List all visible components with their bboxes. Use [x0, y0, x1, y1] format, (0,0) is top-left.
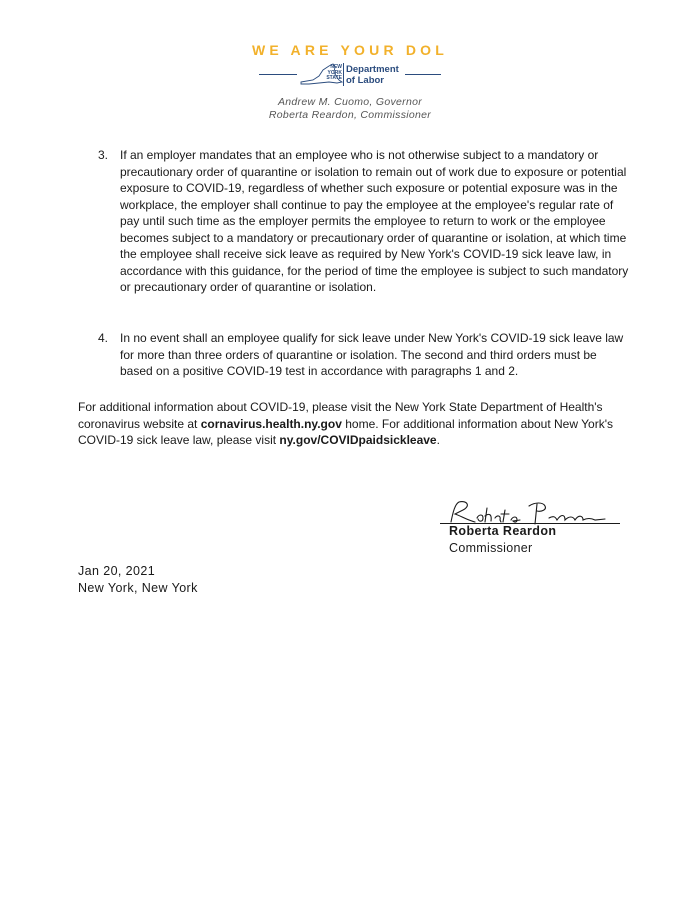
list-item	[98, 330, 628, 380]
commissioner-line: Roberta Reardon, Commissioner	[268, 109, 432, 121]
state-wordmark	[318, 65, 342, 82]
logo-rule-right	[405, 74, 441, 75]
department-line-2: of Labor	[346, 75, 384, 86]
logo-rule-left	[259, 74, 297, 75]
list-item-number: 3.	[98, 148, 109, 162]
state-word-york: YORK	[327, 69, 342, 76]
info-text-1: For additional information about COVID-19, please visit the New York State Department of Health's coronavirus website at	[78, 400, 603, 431]
officials-block	[0, 96, 700, 122]
list-item	[98, 147, 628, 317]
letter-date: Jan 20, 2021	[78, 564, 156, 578]
department-name	[346, 64, 399, 86]
health-website-link[interactable]: cornavirus.health.ny.gov	[200, 416, 342, 431]
additional-info-paragraph	[78, 399, 623, 449]
info-text-3: .	[436, 433, 440, 447]
signatory-name: Roberta Reardon	[449, 524, 557, 538]
list-item-text: If an employer mandates that an employee who is not otherwise subject to a mandatory or precautionary order of quarantine or isolation to remain out of work due to exposure or potential exposure to COVID-19, regardless of whether such exposure or potential exposure was in the workplace, the employer shall continue to pay the employee at the employee's regular rate of pay until such time as the employer permits the employee to return to work or the employee becomes subject to a mandatory or precautionary order of quarantine or isolation, at which time the employee shall receive sick leave as required by New York's COVID-19 sick leave law, in accordance with this guidance, for the period of time the employee is subject to such mandatory or precautionary order of quarantine or isolation.	[120, 148, 629, 294]
governor-line: Andrew M. Cuomo, Governor	[277, 96, 423, 108]
list-item-number: 4.	[98, 331, 109, 345]
tagline: WE ARE YOUR DOL	[251, 42, 448, 58]
letter-place: New York, New York	[78, 581, 198, 595]
department-line-1: Department	[346, 64, 399, 75]
logo-divider	[343, 63, 344, 86]
state-word-new: NEW	[330, 64, 342, 70]
state-word-state: STATE	[326, 75, 342, 81]
info-text-2: home. For additional information about New York's COVID-19 sick leave law, please visit	[78, 416, 613, 447]
signatory-title: Commissioner	[449, 541, 533, 555]
dol-logo	[255, 62, 445, 88]
sick-leave-website-link[interactable]: ny.gov/COVIDpaidsickleave	[279, 433, 437, 447]
list-item-text: In no event shall an employee qualify for sick leave under New York's COVID-19 sick leave law for more than three orders of quarantine or isolation. The second and third orders must be based on a positive COVID-19 test in accordance with paragraphs 1 and 2.	[120, 331, 624, 378]
